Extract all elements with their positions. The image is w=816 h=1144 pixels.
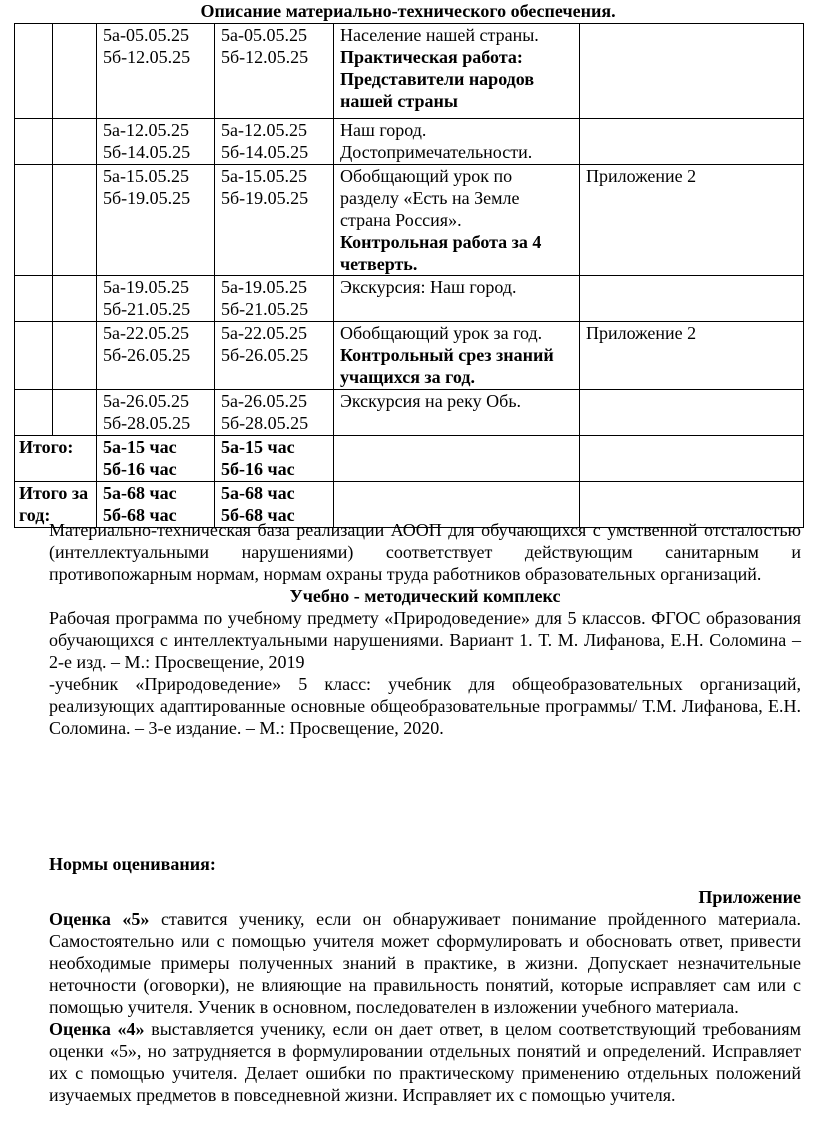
mtb-paragraph: Материально-техническая база реализации АООП для обучающихся с умственной отсталостью (интеллектуальными нарушениями) соответствует действующим санитарным и противопожарным нормам, нормам охраны труда работников образовательных организаций. (49, 520, 801, 584)
cell-topic (334, 322, 580, 390)
cell-date-fact (215, 165, 334, 276)
cell-index (53, 390, 97, 436)
topic-text: Население нашей страны. (340, 25, 539, 45)
date-line: 5а-12.05.25 (103, 120, 189, 140)
cell-material (580, 322, 804, 390)
date-line: 5а-19.05.25 (103, 277, 189, 297)
date-line: 5а-15.05.25 (103, 166, 189, 186)
cell-number (15, 276, 53, 322)
norms-block (49, 853, 801, 1106)
date-line: 5а-22.05.25 (103, 323, 189, 343)
total-line: 5б-16 час (221, 459, 295, 479)
section-heading: Описание материально-технического обеспечения. (200, 1, 616, 21)
cell-index (53, 276, 97, 322)
date-line: 5б-14.05.25 (103, 142, 191, 162)
cell-date-plan (97, 165, 215, 276)
total-line: 5б-16 час (103, 459, 177, 479)
grade-4-text: выставляется ученику, если он дает ответ, в целом соответствующий требованиям оценки «5», но затрудняется в формулировании отдельных понятий и определений. Исправляет их с помощью учителя. Делает ошибки по практическому применению отдельных положений изучаемых предметов в повседневной жизни. Исправляет их с помощью учителя. (49, 1019, 801, 1105)
date-line: 5б-26.05.25 (103, 345, 191, 365)
cell-index (53, 119, 97, 165)
grade-4-paragraph (49, 1018, 801, 1106)
cell-date-plan (97, 24, 215, 119)
table-row (15, 119, 804, 165)
cell-date-plan (97, 276, 215, 322)
total-fact (215, 436, 334, 482)
date-line: 5а-05.05.25 (221, 25, 307, 45)
date-line: 5б-19.05.25 (221, 188, 309, 208)
lesson-plan-table (14, 23, 804, 528)
topic-text: Обобщающий урок за год. (340, 323, 543, 343)
table-row (15, 24, 804, 119)
date-line: 5а-19.05.25 (221, 277, 307, 297)
table-row (15, 165, 804, 276)
date-line: 5а-22.05.25 (221, 323, 307, 343)
appendix-label: Приложение (698, 887, 801, 907)
total-line: 5а-68 час (221, 483, 295, 503)
cell-material (580, 276, 804, 322)
date-line: 5б-26.05.25 (221, 345, 309, 365)
date-line: 5б-14.05.25 (221, 142, 309, 162)
material-text: Приложение 2 (586, 166, 697, 186)
cell-date-plan (97, 322, 215, 390)
table-row (15, 390, 804, 436)
cell-date-fact (215, 276, 334, 322)
cell-number (15, 119, 53, 165)
cell-number (15, 24, 53, 119)
cell-date-fact (215, 119, 334, 165)
material-text: Приложение 2 (586, 323, 697, 343)
total-line: 5а-15 час (221, 437, 295, 457)
date-line: 5б-21.05.25 (103, 299, 191, 319)
cell-topic (334, 119, 580, 165)
date-line: 5а-15.05.25 (221, 166, 307, 186)
total-line: 5а-15 час (103, 437, 177, 457)
date-line: 5б-21.05.25 (221, 299, 309, 319)
norms-heading: Нормы оценивания: (49, 854, 216, 874)
topic-bold-text: Практическая работа: Представители народов нашей страны (340, 47, 535, 111)
cell-date-fact (215, 24, 334, 119)
cell-date-plan (97, 119, 215, 165)
date-line: 5б-28.05.25 (221, 413, 309, 433)
umk-paragraph-2: -учебник «Природоведение» 5 класс: учебник для общеобразовательных организаций, реализующих адаптированные основные общеобразовательные программы/ Т.М. Лифанова, Е.Н. Соломина. – 3-е издание. – М.: Просвещение, 2020. (49, 674, 801, 738)
date-line: 5б-19.05.25 (103, 188, 191, 208)
umk-heading: Учебно - методический комплекс (289, 586, 561, 606)
topic-bold-text: Контрольный срез знаний учащихся за год. (340, 345, 554, 387)
cell-topic (334, 165, 580, 276)
grade-5-label: Оценка «5» (49, 909, 150, 929)
date-line: 5а-05.05.25 (103, 25, 189, 45)
total-line: 5б-68 час (103, 505, 177, 525)
total-line: 5б-68 час (221, 505, 295, 525)
cell-number (15, 322, 53, 390)
date-line: 5б-28.05.25 (103, 413, 191, 433)
grade-5-text: ставится ученику, если он обнаруживает понимание пройденного материала. Самостоятельно или с помощью учителя может сформулировать и обосновать ответ, привести необходимые примеры полученных знаний в практике, в жизни. Допускает незначительные неточности (оговорки), не влияющие на правильность понятий, которые исправляет сам или с помощью учителя. Ученик в основном, последователен в изложении учебного материала. (49, 909, 801, 1017)
date-line: 5б-12.05.25 (103, 47, 191, 67)
cell-number (15, 165, 53, 276)
text-block (49, 519, 801, 739)
cell-material (580, 119, 804, 165)
table-row (15, 276, 804, 322)
total-plan (97, 436, 215, 482)
topic-text: Обобщающий урок по разделу «Есть на Земле страна Россия». (340, 166, 520, 230)
date-line: 5а-12.05.25 (221, 120, 307, 140)
cell-index (53, 322, 97, 390)
cell-date-fact (215, 390, 334, 436)
cell-index (53, 165, 97, 276)
cell-date-fact (215, 322, 334, 390)
cell-number (15, 390, 53, 436)
total-label: Итого за год: (15, 482, 97, 528)
grade-4-label: Оценка «4» (49, 1019, 145, 1039)
topic-text: Экскурсия: Наш город. (340, 277, 517, 297)
topic-text: Экскурсия на реку Обь. (340, 391, 522, 411)
date-line: 5а-26.05.25 (103, 391, 189, 411)
total-line: 5а-68 час (103, 483, 177, 503)
date-line: 5б-12.05.25 (221, 47, 309, 67)
topic-bold-text: Контрольная работа за 4 четверть. (340, 232, 542, 274)
total-row (15, 436, 804, 482)
total-empty-material (580, 436, 804, 482)
cell-topic (334, 390, 580, 436)
cell-material (580, 165, 804, 276)
topic-text: Наш город. Достопримечательности. (340, 120, 533, 162)
umk-paragraph-1: Рабочая программа по учебному предмету «Природоведение» для 5 классов. ФГОС образования обучающихся с интеллектуальными нарушениями. Вариант 1. Т. М. Лифанова, Е.Н. Соломина – 2-е изд. – М.: Просвещение, 2019 (49, 608, 801, 672)
grade-5-paragraph (49, 908, 801, 1018)
cell-date-plan (97, 390, 215, 436)
table-row (15, 322, 804, 390)
cell-index (53, 24, 97, 119)
total-label: Итого: (15, 436, 97, 482)
cell-material (580, 390, 804, 436)
date-line: 5а-26.05.25 (221, 391, 307, 411)
cell-material (580, 24, 804, 119)
cell-topic (334, 276, 580, 322)
total-empty-topic (334, 436, 580, 482)
cell-topic (334, 24, 580, 119)
